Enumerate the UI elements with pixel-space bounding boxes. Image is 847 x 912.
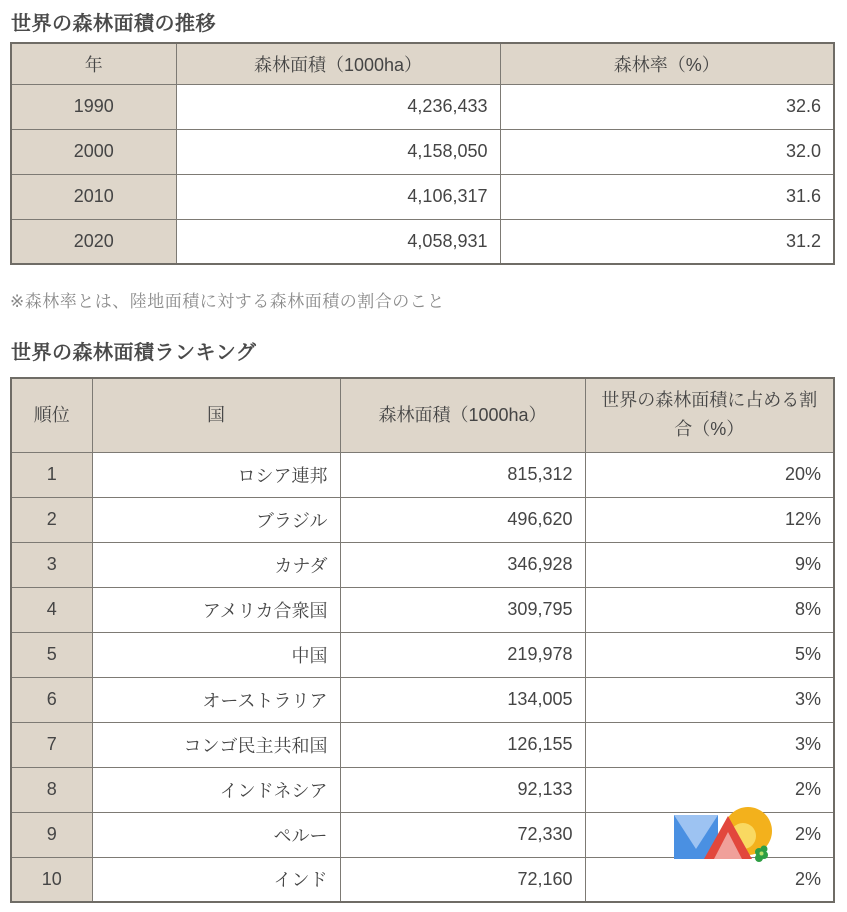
colorful-shapes-watermark-logo [672, 803, 774, 865]
forest-area-trend-table [10, 42, 835, 265]
country-cell: ペルー [92, 812, 340, 857]
table-row [11, 129, 834, 174]
share-cell: 8% [585, 587, 834, 632]
column-header-year: 年 [11, 43, 176, 84]
rank-cell: 9 [11, 812, 92, 857]
area-cell: 72,160 [340, 857, 585, 902]
table-row [11, 542, 834, 587]
column-header-country: 国 [92, 378, 340, 452]
column-header-forest-area: 森林面積（1000ha） [340, 378, 585, 452]
area-cell: 309,795 [340, 587, 585, 632]
country-cell: インドネシア [92, 767, 340, 812]
rank-cell: 8 [11, 767, 92, 812]
column-header-world-share: 世界の森林面積に占める割合（%） [585, 378, 834, 452]
area-cell: 126,155 [340, 722, 585, 767]
rank-cell: 10 [11, 857, 92, 902]
country-cell: 中国 [92, 632, 340, 677]
table-row [11, 632, 834, 677]
year-cell: 1990 [11, 84, 176, 129]
table-row [11, 174, 834, 219]
trend-section-title: 世界の森林面積の推移 [11, 13, 216, 35]
column-header-forest-area: 森林面積（1000ha） [176, 43, 500, 84]
area-cell: 72,330 [340, 812, 585, 857]
rank-cell: 2 [11, 497, 92, 542]
rate-cell: 32.6 [500, 84, 834, 129]
ranking-section-title: 世界の森林面積ランキング [11, 342, 257, 364]
year-cell: 2020 [11, 219, 176, 264]
country-cell: ロシア連邦 [92, 452, 340, 497]
rate-cell: 31.2 [500, 219, 834, 264]
forest-rate-note: ※森林率とは、陸地面積に対する森林面積の割合のこと [10, 292, 445, 311]
country-cell: カナダ [92, 542, 340, 587]
table-row [11, 722, 834, 767]
area-cell: 4,236,433 [176, 84, 500, 129]
share-cell: 2% [585, 812, 834, 857]
area-cell: 4,106,317 [176, 174, 500, 219]
country-cell: コンゴ民主共和国 [92, 722, 340, 767]
table-row [11, 587, 834, 632]
area-cell: 4,158,050 [176, 129, 500, 174]
share-cell: 12% [585, 497, 834, 542]
area-cell: 815,312 [340, 452, 585, 497]
rank-cell: 4 [11, 587, 92, 632]
column-header-rank: 順位 [11, 378, 92, 452]
rate-cell: 31.6 [500, 174, 834, 219]
area-cell: 92,133 [340, 767, 585, 812]
trend-header-row [11, 43, 834, 84]
rank-cell: 6 [11, 677, 92, 722]
rank-cell: 7 [11, 722, 92, 767]
rank-cell: 3 [11, 542, 92, 587]
table-row [11, 497, 834, 542]
table-row [11, 84, 834, 129]
table-row [11, 219, 834, 264]
table-row [11, 452, 834, 497]
share-cell: 2% [585, 767, 834, 812]
area-cell: 496,620 [340, 497, 585, 542]
year-cell: 2000 [11, 129, 176, 174]
column-header-forest-rate: 森林率（%） [500, 43, 834, 84]
share-cell: 9% [585, 542, 834, 587]
rank-cell: 5 [11, 632, 92, 677]
area-cell: 346,928 [340, 542, 585, 587]
country-cell: インド [92, 857, 340, 902]
rank-cell: 1 [11, 452, 92, 497]
country-cell: ブラジル [92, 497, 340, 542]
share-cell: 3% [585, 722, 834, 767]
area-cell: 4,058,931 [176, 219, 500, 264]
rate-cell: 32.0 [500, 129, 834, 174]
year-cell: 2010 [11, 174, 176, 219]
area-cell: 134,005 [340, 677, 585, 722]
area-cell: 219,978 [340, 632, 585, 677]
share-cell: 5% [585, 632, 834, 677]
country-cell: アメリカ合衆国 [92, 587, 340, 632]
country-cell: オーストラリア [92, 677, 340, 722]
ranking-header-row [11, 378, 834, 452]
share-cell: 20% [585, 452, 834, 497]
table-row [11, 677, 834, 722]
share-cell: 2% [585, 857, 834, 902]
share-cell: 3% [585, 677, 834, 722]
